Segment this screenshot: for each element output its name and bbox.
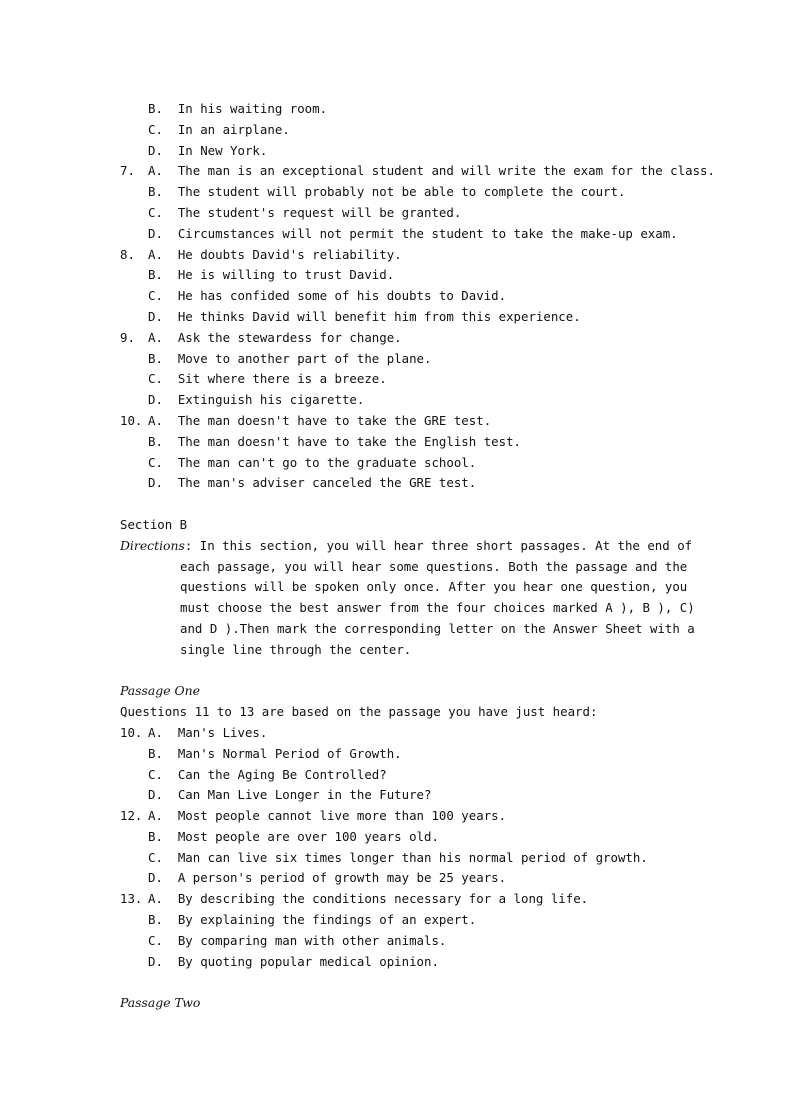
option-line: D. In New York. [148, 142, 268, 158]
passage-one-title: Passage One [120, 683, 200, 699]
option-line: C. Man can live six times longer than his normal period of growth. [148, 849, 648, 865]
question-11: 10. A. Man's Lives. [120, 724, 268, 740]
option-line: C. By comparing man with other animals. [148, 932, 447, 948]
directions-line: and D ).Then mark the corresponding letter on the Answer Sheet with a [180, 620, 695, 636]
option-line: B. By explaining the findings of an expert. [148, 912, 477, 928]
option-line: B. Most people are over 100 years old. [148, 828, 439, 844]
passage-one-intro: Questions 11 to 13 are based on the passage you have just heard: [120, 704, 598, 720]
option-line: D. Can Man Live Longer in the Future? [148, 787, 432, 803]
section-b [0, 515, 790, 661]
spacer [0, 972, 790, 993]
directions-line: single line through the center. [180, 641, 412, 657]
passage-two-title: Passage Two [120, 995, 201, 1011]
option-line: B. Man's Normal Period of Growth. [148, 745, 402, 761]
directions-label: Directions [120, 537, 185, 553]
option-line: D. The man's adviser canceled the GRE test. [148, 475, 477, 491]
spacer [0, 494, 790, 515]
section-b-title: Section B [120, 516, 188, 532]
option-line: D. He thinks David will benefit him from this experience. [148, 308, 581, 324]
option-line: C. In an airplane. [148, 121, 290, 137]
question-13: 13. A. By describing the conditions necessary for a long life. [120, 891, 589, 907]
option-line: D. Circumstances will not permit the student to take the make-up exam. [148, 225, 678, 241]
option-line: D. Extinguish his cigarette. [148, 392, 365, 408]
question-9: 9. A. Ask the stewardess for change. [120, 329, 402, 345]
option-line: B. In his waiting room. [148, 101, 328, 116]
directions-line: each passage, you will hear some questions. Both the passage and the [180, 558, 688, 574]
option-line: C. Can the Aging Be Controlled? [148, 766, 387, 782]
option-line: B. The student will probably not be able to complete the court. [148, 184, 626, 200]
question-block-top [0, 99, 790, 494]
directions-line: questions will be spoken only once. After you hear one question, you [180, 579, 688, 595]
question-7: 7. A. The man is an exceptional student and will write the exam for the class. [120, 163, 715, 179]
question-10: 10. A. The man doesn't have to take the GRE test. [120, 412, 492, 428]
option-line: C. Sit where there is a breeze. [148, 371, 387, 387]
passage-two [0, 993, 790, 1014]
question-12: 12. A. Most people cannot live more than 100 years. [120, 808, 507, 824]
option-line: C. He has confided some of his doubts to David. [148, 288, 507, 304]
option-line: D. A person's period of growth may be 25 years. [148, 870, 507, 886]
directions-first-line: Directions: In this section, you will hear three short passages. At the end of [120, 537, 693, 553]
option-line: C. The student's request will be granted. [148, 204, 462, 220]
option-line: B. He is willing to trust David. [148, 267, 395, 283]
question-8: 8. A. He doubts David's reliability. [120, 246, 402, 262]
passage-one [0, 681, 790, 972]
directions-line: must choose the best answer from the four choices marked A ), B ), C) [180, 600, 695, 616]
option-line: B. Move to another part of the plane. [148, 350, 432, 366]
option-line: B. The man doesn't have to take the English test. [148, 433, 521, 449]
option-line: C. The man can't go to the graduate school. [148, 454, 477, 470]
spacer [0, 661, 790, 682]
document-page [0, 99, 790, 1014]
option-line: D. By quoting popular medical opinion. [148, 953, 439, 969]
